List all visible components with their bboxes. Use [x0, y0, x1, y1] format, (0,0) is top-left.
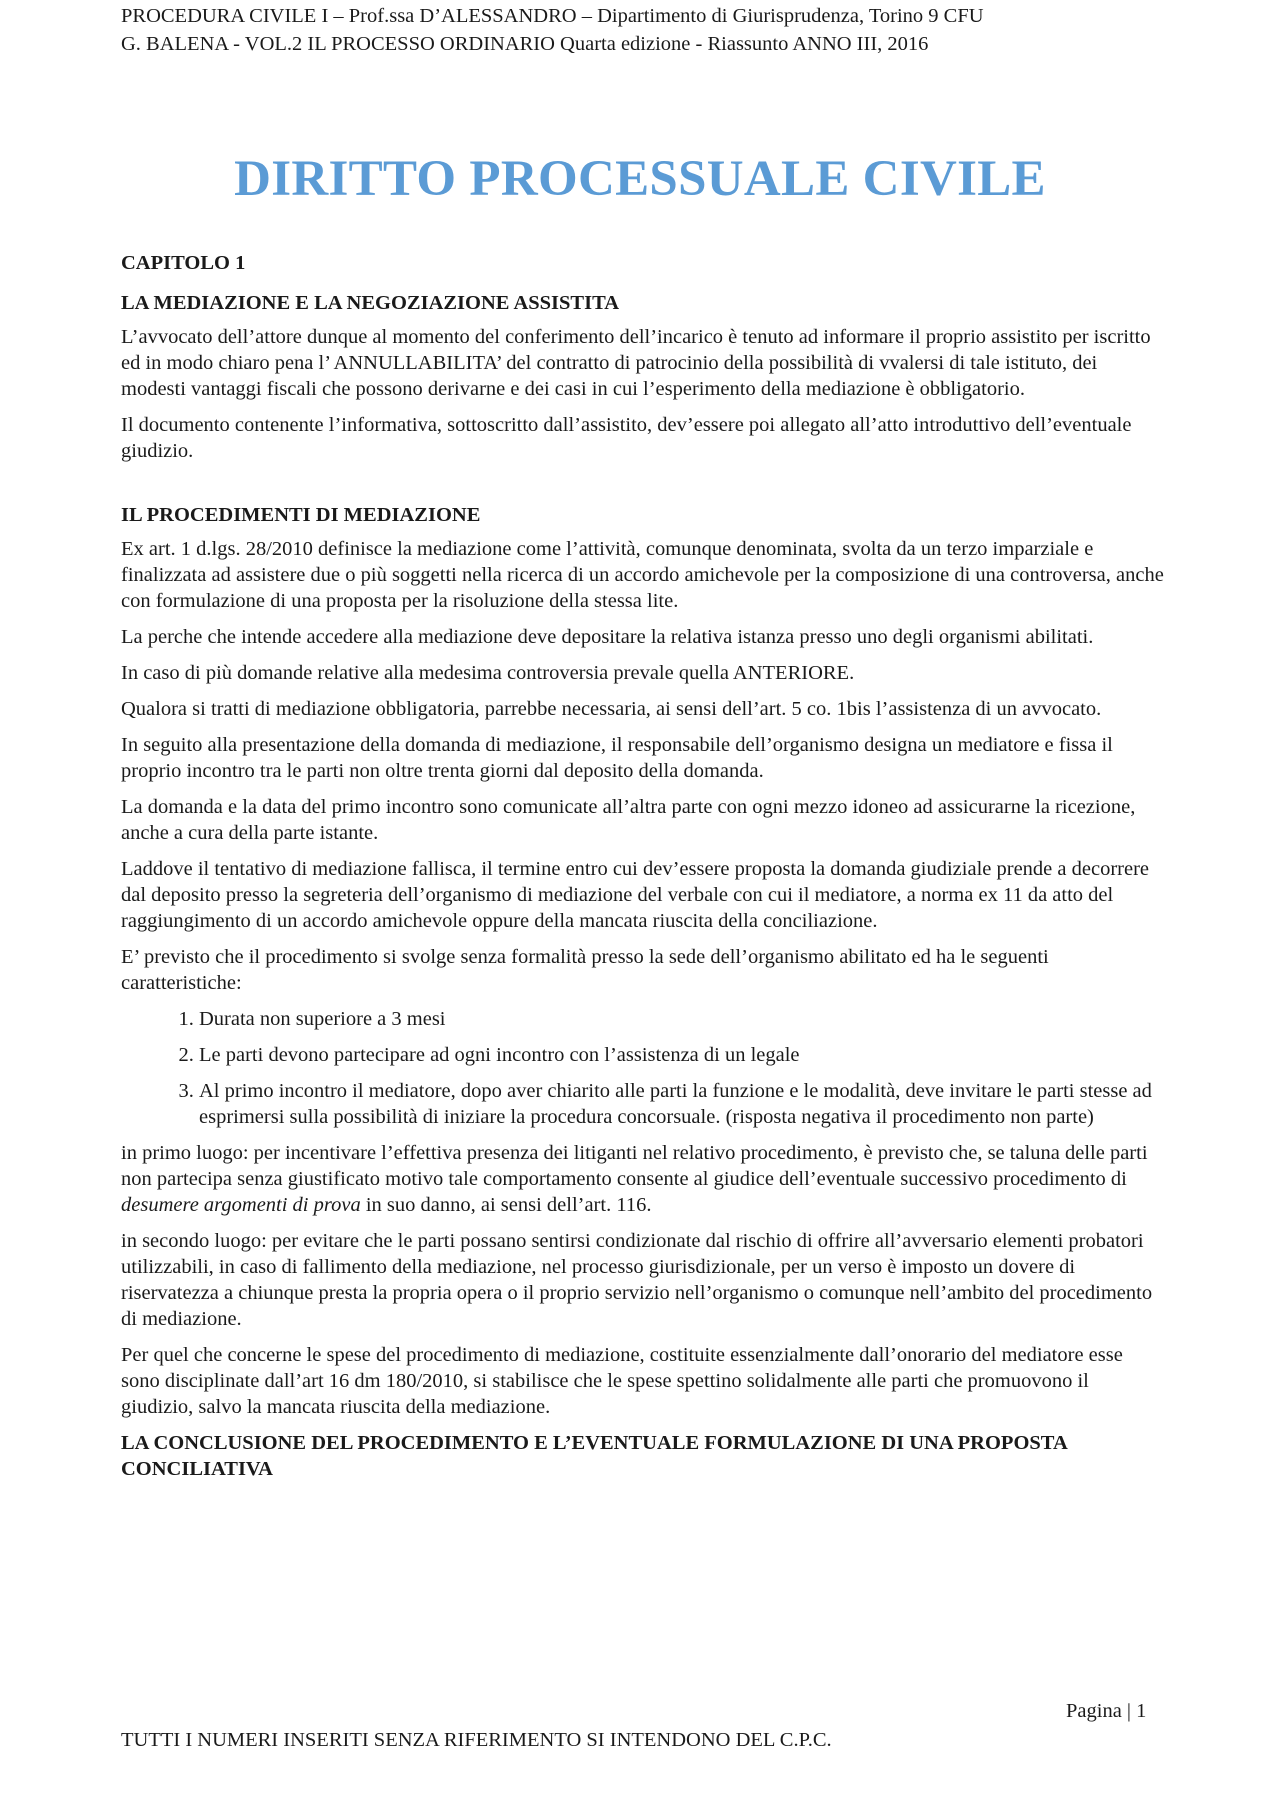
- document-body: [121, 250, 1166, 1490]
- paragraph: Ex art. 1 d.lgs. 28/2010 definisce la mediazione come l’attività, comunque denominata, svolta da un terzo imparziale e finalizzata ad assistere due o più soggetti nella ricerca di un accordo amichevole per la composizione di una controversa, anche con formulazione di una proposta per la risoluzione della stessa lite.: [121, 538, 1164, 612]
- list-item: 1. Durata non superiore a 3 mesi: [199, 1006, 1166, 1032]
- paragraph: In caso di più domande relative alla medesima controversia prevale quella ANTERIORE.: [121, 662, 855, 684]
- paragraph: Qualora si tratti di mediazione obbligatoria, parrebbe necessaria, ai sensi dell’art. 5 co. 1bis l’assistenza di un avvocato.: [121, 698, 1102, 720]
- paragraph: La domanda e la data del primo incontro sono comunicate all’altra parte con ogni mezzo idoneo ad assicurarne la ricezione, anche a cura della parte istante.: [121, 796, 1136, 844]
- characteristics-list: [121, 1006, 1166, 1130]
- paragraph: E’ previsto che il procedimento si svolge senza formalità presso la sede dell’organismo abilitato ed ha le seguenti caratteristiche:: [121, 946, 1049, 994]
- page-footer: TUTTI I NUMERI INSERITI SENZA RIFERIMENTO SI INTENDONO DEL C.P.C.: [121, 1729, 832, 1751]
- header-line-2: G. BALENA - VOL.2 IL PROCESSO ORDINARIO Quarta edizione - Riassunto ANNO III, 2016: [121, 33, 929, 55]
- italic-text: desumere argomenti di prova: [121, 1194, 361, 1216]
- paragraph: Il documento contenente l’informativa, sottoscritto dall’assistito, dev’essere poi allegato all’atto introduttivo dell’eventuale giudizio.: [121, 414, 1132, 462]
- paragraph-primo-luogo: [121, 1140, 1166, 1218]
- paragraph-spese: Per quel che concerne le spese del procedimento di mediazione, costituite essenzialmente dall’onorario del mediatore esse sono disciplinate dall’art 16 dm 180/2010, si stabilisce che le spese spettino solidalmente alle parti che promuovono il giudizio, salvo la mancata riuscita della mediazione.: [121, 1344, 1123, 1418]
- section-heading-mediazione: LA MEDIAZIONE E LA NEGOZIAZIONE ASSISTITA: [121, 292, 620, 314]
- list-item: 3. Al primo incontro il mediatore, dopo aver chiarito alle parti la funzione e le modalità, deve invitare le parti stesse ad esprimersi sulla possibilità di iniziare la procedura concorsuale. (risposta negativa il procedimento non parte): [199, 1078, 1166, 1130]
- paragraph: La perche che intende accedere alla mediazione deve depositare la relativa istanza presso uno degli organismi abilitati.: [121, 626, 1094, 648]
- section-heading-procedimento: IL PROCEDIMENTI DI MEDIAZIONE: [121, 504, 481, 526]
- list-item: 2. Le parti devono partecipare ad ogni incontro con l’assistenza di un legale: [199, 1042, 1166, 1068]
- page-number: Pagina | 1: [1066, 1700, 1147, 1722]
- chapter-heading: CAPITOLO 1: [121, 252, 246, 274]
- document-title: DIRITTO PROCESSUALE CIVILE: [234, 151, 1046, 207]
- paragraph: Laddove il tentativo di mediazione fallisca, il termine entro cui dev’essere proposta la domanda giudiziale prende a decorrere dal deposito presso la segreteria dell’organismo di mediazione del verbale con cui il mediatore, a norma ex 11 da atto del raggiungimento di un accordo amichevole oppure della mancata riuscita della conciliazione.: [121, 858, 1149, 932]
- header-line-1: PROCEDURA CIVILE I – Prof.ssa D’ALESSANDRO – Dipartimento di Giurisprudenza, Torino 9 CFU: [121, 5, 984, 27]
- section-heading-conclusione: LA CONCLUSIONE DEL PROCEDIMENTO E L’EVENTUALE FORMULAZIONE DI UNA PROPOSTA CONCILIATIVA: [121, 1432, 1067, 1480]
- text-run: in primo luogo: per incentivare l’effettiva presenza dei litiganti nel relativo procedimento, è previsto che, se taluna delle parti non partecipa senza giustificato motivo tale comportamento consente al giudice dell’eventuale successivo procedimento di: [121, 1142, 1148, 1190]
- paragraph: L’avvocato dell’attore dunque al momento del conferimento dell’incarico è tenuto ad informare il proprio assistito per iscritto ed in modo chiaro pena l’ ANNULLABILITA’ del contratto di patrocinio della possibilità di vvalersi di tale istituto, dei modesti vantaggi fiscali che possono derivarne e dei casi in cui l’esperimento della mediazione è obbligatorio.: [121, 326, 1151, 400]
- page-header: [121, 2, 984, 58]
- text-run: in suo danno, ai sensi dell’art. 116.: [360, 1194, 652, 1216]
- paragraph: In seguito alla presentazione della domanda di mediazione, il responsabile dell’organismo designa un mediatore e fissa il proprio incontro tra le parti non oltre trenta giorni dal deposito della domanda.: [121, 734, 1113, 782]
- paragraph-secondo-luogo: in secondo luogo: per evitare che le parti possano sentirsi condizionate dal rischio di offrire all’avversario elementi probatori utilizzabili, in caso di fallimento della mediazione, nel processo giurisdizionale, per un verso è imposto un dovere di riservatezza a chiunque presta la propria opera o il proprio servizio nell’organismo o comunque nell’ambito del procedimento di mediazione.: [121, 1230, 1153, 1330]
